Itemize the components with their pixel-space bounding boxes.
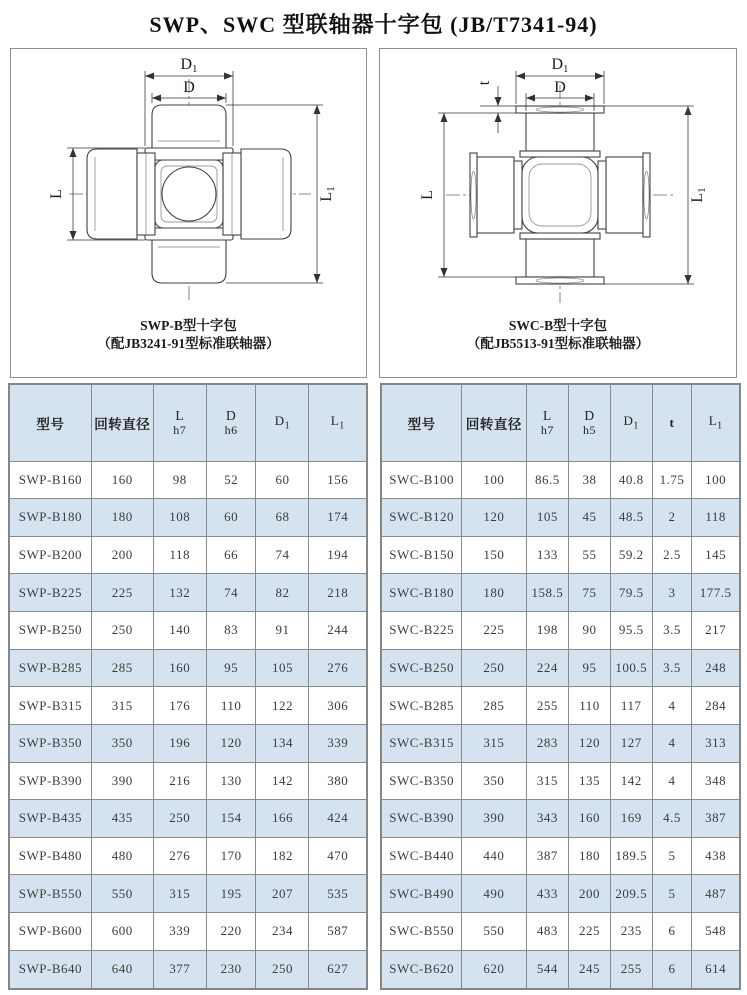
model-cell: SWP-B285: [9, 649, 91, 687]
value-cell: 225: [91, 574, 153, 612]
table-row: [9, 687, 367, 725]
value-cell: 225: [569, 913, 611, 951]
column-header: 回转直径: [91, 384, 153, 461]
table-row: [9, 612, 367, 650]
table-row: [381, 837, 740, 875]
value-cell: 640: [91, 950, 153, 989]
value-cell: 218: [309, 574, 367, 612]
value-cell: 276: [153, 837, 206, 875]
value-cell: 6: [652, 950, 692, 989]
dim-label-d: D: [554, 79, 566, 96]
value-cell: 348: [692, 762, 740, 800]
value-cell: 313: [692, 724, 740, 762]
value-cell: 120: [462, 499, 526, 537]
value-cell: 235: [610, 913, 652, 951]
column-header: $D_1$: [256, 384, 309, 461]
value-cell: 122: [256, 687, 309, 725]
value-cell: 387: [526, 837, 569, 875]
value-cell: 225: [462, 612, 526, 650]
column-header: $L_1$: [692, 384, 740, 461]
value-cell: 105: [526, 499, 569, 537]
value-cell: 4.5: [652, 800, 692, 838]
value-cell: 95: [206, 649, 256, 687]
header-row: [381, 384, 740, 461]
value-cell: 154: [206, 800, 256, 838]
model-cell: SWC-B350: [381, 762, 462, 800]
value-cell: 1.75: [652, 461, 692, 499]
value-cell: 224: [526, 649, 569, 687]
value-cell: 470: [309, 837, 367, 875]
value-cell: 5: [652, 875, 692, 913]
value-cell: 4: [652, 687, 692, 725]
value-cell: 550: [462, 913, 526, 951]
value-cell: 176: [153, 687, 206, 725]
value-cell: 68: [256, 499, 309, 537]
table-row: [9, 649, 367, 687]
value-cell: 108: [153, 499, 206, 537]
value-cell: 59.2: [610, 536, 652, 574]
column-header: D h6: [206, 384, 256, 461]
value-cell: 160: [569, 800, 611, 838]
value-cell: 587: [309, 913, 367, 951]
value-cell: 130: [206, 762, 256, 800]
value-cell: 135: [569, 762, 611, 800]
value-cell: 620: [462, 950, 526, 989]
value-cell: 4: [652, 762, 692, 800]
value-cell: 283: [526, 724, 569, 762]
value-cell: 350: [462, 762, 526, 800]
value-cell: 250: [91, 612, 153, 650]
model-cell: SWP-B435: [9, 800, 91, 838]
value-cell: 142: [610, 762, 652, 800]
value-cell: 438: [692, 837, 740, 875]
value-cell: 150: [462, 536, 526, 574]
value-cell: 490: [462, 875, 526, 913]
value-cell: 2: [652, 499, 692, 537]
value-cell: 180: [91, 499, 153, 537]
swc-table-wrap: [380, 383, 741, 990]
value-cell: 230: [206, 950, 256, 989]
model-cell: SWC-B620: [381, 950, 462, 989]
value-cell: 196: [153, 724, 206, 762]
value-cell: 377: [153, 950, 206, 989]
table-row: [381, 724, 740, 762]
value-cell: 339: [153, 913, 206, 951]
value-cell: 83: [206, 612, 256, 650]
table-row: [381, 574, 740, 612]
value-cell: 60: [256, 461, 309, 499]
swc-cross-body: [470, 106, 650, 284]
value-cell: 480: [91, 837, 153, 875]
value-cell: 424: [309, 800, 367, 838]
column-header: $D_1$: [610, 384, 652, 461]
value-cell: 170: [206, 837, 256, 875]
table-row: [381, 913, 740, 951]
table-row: [381, 687, 740, 725]
model-cell: SWC-B315: [381, 724, 462, 762]
value-cell: 198: [526, 612, 569, 650]
value-cell: 166: [256, 800, 309, 838]
model-cell: SWP-B640: [9, 950, 91, 989]
swc-caption: [380, 317, 736, 353]
value-cell: 60: [206, 499, 256, 537]
table-row: [381, 762, 740, 800]
value-cell: 55: [569, 536, 611, 574]
value-cell: 182: [256, 837, 309, 875]
value-cell: 98: [153, 461, 206, 499]
dim-label-l: L: [419, 190, 436, 200]
value-cell: 100: [462, 461, 526, 499]
dim-label-t: t: [476, 80, 493, 86]
value-cell: 483: [526, 913, 569, 951]
value-cell: 120: [569, 724, 611, 762]
value-cell: 285: [91, 649, 153, 687]
model-cell: SWP-B200: [9, 536, 91, 574]
table-row: [381, 461, 740, 499]
value-cell: 2.5: [652, 536, 692, 574]
value-cell: 133: [526, 536, 569, 574]
table-row: [9, 499, 367, 537]
swc-diagram-panel: [379, 48, 737, 378]
value-cell: 45: [569, 499, 611, 537]
model-cell: SWC-B150: [381, 536, 462, 574]
value-cell: 95: [569, 649, 611, 687]
value-cell: 285: [462, 687, 526, 725]
value-cell: 535: [309, 875, 367, 913]
value-cell: 156: [309, 461, 367, 499]
value-cell: 440: [462, 837, 526, 875]
value-cell: 117: [610, 687, 652, 725]
value-cell: 315: [526, 762, 569, 800]
value-cell: 180: [569, 837, 611, 875]
value-cell: 127: [610, 724, 652, 762]
swp-caption-line1: SWP-B型十字包: [140, 318, 237, 333]
value-cell: 284: [692, 687, 740, 725]
table-row: [381, 950, 740, 989]
model-cell: SWP-B315: [9, 687, 91, 725]
model-cell: SWC-B100: [381, 461, 462, 499]
value-cell: 110: [569, 687, 611, 725]
model-cell: SWP-B390: [9, 762, 91, 800]
table-row: [381, 536, 740, 574]
model-cell: SWC-B390: [381, 800, 462, 838]
model-cell: SWC-B120: [381, 499, 462, 537]
value-cell: 100.5: [610, 649, 652, 687]
model-cell: SWC-B250: [381, 649, 462, 687]
model-cell: SWP-B480: [9, 837, 91, 875]
value-cell: 75: [569, 574, 611, 612]
value-cell: 195: [206, 875, 256, 913]
value-cell: 6: [652, 913, 692, 951]
dim-label-d1: D1: [551, 56, 569, 75]
column-header: 回转直径: [462, 384, 526, 461]
swp-caption-line2: （配JB3241-91型标准联轴器）: [97, 336, 280, 351]
value-cell: 177.5: [692, 574, 740, 612]
value-cell: 234: [256, 913, 309, 951]
table-row: [9, 461, 367, 499]
swc-diagram: [380, 49, 736, 311]
swp-table-wrap: [8, 383, 368, 990]
value-cell: 140: [153, 612, 206, 650]
value-cell: 390: [91, 762, 153, 800]
value-cell: 86.5: [526, 461, 569, 499]
table-row: [9, 875, 367, 913]
table-row: [381, 800, 740, 838]
value-cell: 132: [153, 574, 206, 612]
model-cell: SWC-B225: [381, 612, 462, 650]
model-cell: SWC-B285: [381, 687, 462, 725]
value-cell: 91: [256, 612, 309, 650]
table-row: [9, 574, 367, 612]
column-header: 型号: [381, 384, 462, 461]
dim-label-l: L: [48, 189, 65, 199]
value-cell: 315: [153, 875, 206, 913]
table-row: [9, 950, 367, 989]
value-cell: 142: [256, 762, 309, 800]
value-cell: 38: [569, 461, 611, 499]
swc-caption-line2: （配JB5513-91型标准联轴器）: [466, 336, 650, 351]
model-cell: SWC-B490: [381, 875, 462, 913]
value-cell: 100: [692, 461, 740, 499]
model-cell: SWC-B440: [381, 837, 462, 875]
value-cell: 250: [462, 649, 526, 687]
table-row: [381, 649, 740, 687]
value-cell: 627: [309, 950, 367, 989]
swp-diagram: [11, 49, 366, 311]
value-cell: 387: [692, 800, 740, 838]
value-cell: 216: [153, 762, 206, 800]
value-cell: 250: [153, 800, 206, 838]
model-cell: SWP-B160: [9, 461, 91, 499]
value-cell: 160: [91, 461, 153, 499]
value-cell: 52: [206, 461, 256, 499]
swp-table: [8, 383, 368, 990]
swp-diagram-panel: [10, 48, 367, 378]
value-cell: 339: [309, 724, 367, 762]
column-header: $L_1$: [309, 384, 367, 461]
value-cell: 189.5: [610, 837, 652, 875]
value-cell: 74: [206, 574, 256, 612]
value-cell: 250: [256, 950, 309, 989]
value-cell: 343: [526, 800, 569, 838]
value-cell: 207: [256, 875, 309, 913]
value-cell: 74: [256, 536, 309, 574]
table-row: [9, 837, 367, 875]
value-cell: 194: [309, 536, 367, 574]
table-row: [9, 724, 367, 762]
value-cell: 209.5: [610, 875, 652, 913]
value-cell: 315: [91, 687, 153, 725]
value-cell: 90: [569, 612, 611, 650]
value-cell: 248: [692, 649, 740, 687]
swp-caption: [11, 317, 366, 353]
value-cell: 160: [153, 649, 206, 687]
value-cell: 82: [256, 574, 309, 612]
value-cell: 110: [206, 687, 256, 725]
value-cell: 245: [569, 950, 611, 989]
model-cell: SWP-B250: [9, 612, 91, 650]
value-cell: 3.5: [652, 612, 692, 650]
model-cell: SWP-B350: [9, 724, 91, 762]
value-cell: 217: [692, 612, 740, 650]
value-cell: 169: [610, 800, 652, 838]
value-cell: 118: [153, 536, 206, 574]
value-cell: 306: [309, 687, 367, 725]
value-cell: 3: [652, 574, 692, 612]
value-cell: 180: [462, 574, 526, 612]
swc-caption-line1: SWC-B型十字包: [508, 318, 608, 333]
model-cell: SWP-B225: [9, 574, 91, 612]
value-cell: 220: [206, 913, 256, 951]
value-cell: 95.5: [610, 612, 652, 650]
value-cell: 174: [309, 499, 367, 537]
value-cell: 255: [610, 950, 652, 989]
value-cell: 145: [692, 536, 740, 574]
column-header: L h7: [153, 384, 206, 461]
header-row: [9, 384, 367, 461]
value-cell: 118: [692, 499, 740, 537]
value-cell: 40.8: [610, 461, 652, 499]
table-row: [381, 875, 740, 913]
value-cell: 550: [91, 875, 153, 913]
value-cell: 435: [91, 800, 153, 838]
swc-table: [380, 383, 741, 990]
column-header: 型号: [9, 384, 91, 461]
dim-label-l1: L1: [689, 187, 708, 203]
value-cell: 276: [309, 649, 367, 687]
swp-cross-body: [87, 105, 291, 283]
model-cell: SWP-B180: [9, 499, 91, 537]
table-row: [381, 612, 740, 650]
value-cell: 600: [91, 913, 153, 951]
value-cell: 433: [526, 875, 569, 913]
dim-label-d1: D1: [180, 56, 198, 75]
value-cell: 120: [206, 724, 256, 762]
dim-label-d: D: [183, 79, 195, 96]
column-header: D h5: [569, 384, 611, 461]
value-cell: 134: [256, 724, 309, 762]
value-cell: 4: [652, 724, 692, 762]
value-cell: 79.5: [610, 574, 652, 612]
value-cell: 544: [526, 950, 569, 989]
value-cell: 390: [462, 800, 526, 838]
page-title: SWP、SWC 型联轴器十字包 (JB/T7341-94): [149, 12, 598, 37]
value-cell: 244: [309, 612, 367, 650]
table-row: [9, 762, 367, 800]
value-cell: 3.5: [652, 649, 692, 687]
value-cell: 315: [462, 724, 526, 762]
value-cell: 105: [256, 649, 309, 687]
value-cell: 350: [91, 724, 153, 762]
value-cell: 487: [692, 875, 740, 913]
value-cell: 614: [692, 950, 740, 989]
value-cell: 48.5: [610, 499, 652, 537]
column-header: L h7: [526, 384, 569, 461]
value-cell: 255: [526, 687, 569, 725]
value-cell: 200: [569, 875, 611, 913]
model-cell: SWP-B600: [9, 913, 91, 951]
value-cell: 200: [91, 536, 153, 574]
table-row: [9, 800, 367, 838]
value-cell: 380: [309, 762, 367, 800]
model-cell: SWC-B550: [381, 913, 462, 951]
value-cell: 5: [652, 837, 692, 875]
model-cell: SWC-B180: [381, 574, 462, 612]
value-cell: 66: [206, 536, 256, 574]
table-row: [381, 499, 740, 537]
value-cell: 158.5: [526, 574, 569, 612]
value-cell: 548: [692, 913, 740, 951]
dim-label-l1: L1: [318, 186, 337, 202]
model-cell: SWP-B550: [9, 875, 91, 913]
table-row: [9, 913, 367, 951]
column-header: t: [652, 384, 692, 461]
table-row: [9, 536, 367, 574]
